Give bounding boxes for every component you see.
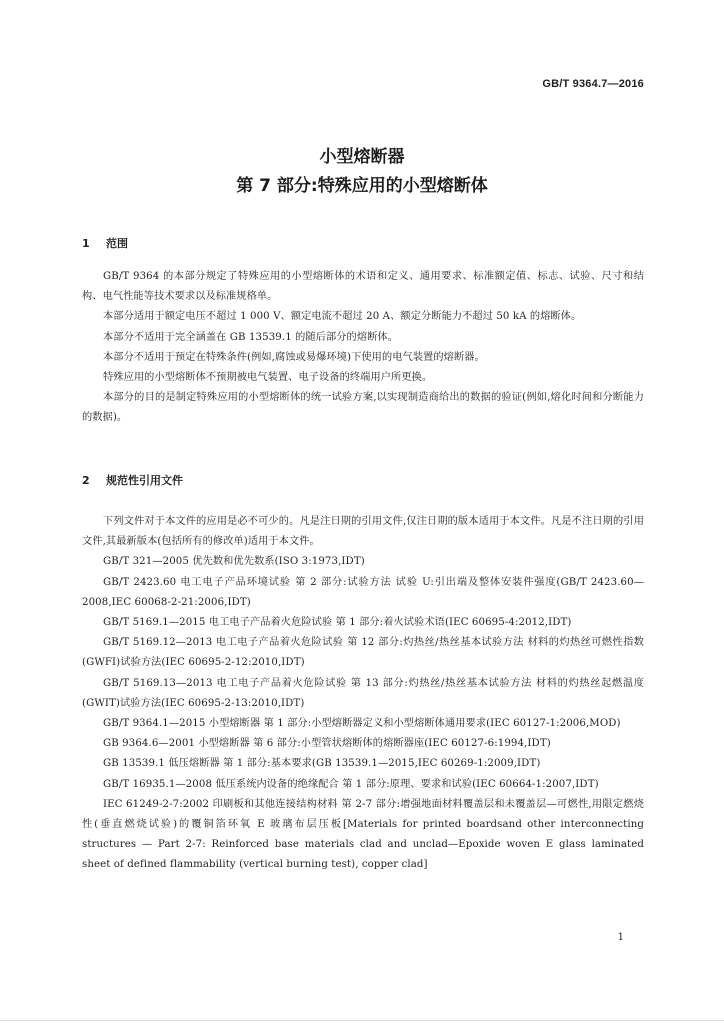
section-number: 1 bbox=[82, 237, 90, 250]
reference-entry: GB/T 9364.1—2015 小型熔断器 第 1 部分:小型熔断器定义和小型熔断体通用要求(IEC 60127-1:2006,MOD) bbox=[103, 718, 621, 730]
paragraph: GB/T 9364 的本部分规定了特殊应用的小型熔断体的术语和定义、通用要求、标准额定值、标志、试验、尺寸和结构、电气性能等技术要求以及标准规格单。 bbox=[82, 271, 644, 303]
reference-entry: GB/T 5169.12—2013 电工电子产品着火危险试验 第 12 部分:灼热丝/热丝基本试验方法 材料的灼热丝可燃性指数(GWFI)试验方法(IEC 60695-2-12:2010,IDT) bbox=[82, 637, 644, 669]
reference-entry: GB 9364.6—2001 小型熔断器 第 6 部分:小型管状熔断体的熔断器座(IEC 60127-6:1994,IDT) bbox=[103, 738, 551, 750]
paragraph: 特殊应用的小型熔断体不预期被电气装置、电子设备的终端用户所更换。 bbox=[103, 372, 433, 384]
normative-references-body bbox=[82, 512, 644, 876]
reference-entry: GB/T 5169.1—2015 电工电子产品着火危险试验 第 1 部分:着火试验术语(IEC 60695-4:2012,IDT) bbox=[103, 617, 572, 629]
section-heading-normative-references bbox=[82, 472, 183, 488]
paragraph: 下列文件对于本文件的应用是必不可少的。凡是注日期的引用文件,仅注日期的版本适用于本文件。凡是不注日期的引用文件,其最新版本(包括所有的修改单)适用于本文件。 bbox=[82, 516, 644, 548]
reference-entry: GB/T 2423.60 电工电子产品环境试验 第 2 部分:试验方法 试验 U:引出端及整体安装件强度(GB/T 2423.60—2008,IEC 60068-2-21:2006,IDT) bbox=[82, 576, 644, 608]
reference-entry: GB/T 16935.1—2008 低压系统内设备的绝缘配合 第 1 部分:原理、要求和试验(IEC 60664-1:2007,IDT) bbox=[103, 778, 599, 790]
standard-code: GB/T 9364.7—2016 bbox=[542, 78, 644, 90]
paragraph: 本部分不适用于完全涵盖在 GB 13539.1 的随后部分的熔断体。 bbox=[103, 331, 398, 343]
section-title: 范围 bbox=[106, 237, 128, 250]
reference-entry: GB/T 5169.13—2013 电工电子产品着火危险试验 第 13 部分:灼热丝/热丝基本试验方法 材料的灼热丝起燃温度(GWIT)试验方法(IEC 60695-2-13:2010,IDT) bbox=[82, 677, 644, 709]
section-heading-scope bbox=[82, 235, 128, 251]
section-number: 2 bbox=[82, 474, 90, 487]
document-subtitle: 第 7 部分:特殊应用的小型熔断体 bbox=[236, 176, 488, 196]
reference-entry: IEC 61249-2-7:2002 印刷板和其他连接结构材料 第 2-7 部分:增强地面材料覆盖层和未覆盖层—可燃性,用限定燃烧性(垂直燃烧试验)的覆铜箔环氧 E 玻璃布层压板[Materials for printed boardsand other interconnecting structures — Part 2-7: Reinforced base materials clad and unclad—Epoxide woven E glass laminated sheet of defined flammability (vertical burning test), copper clad] bbox=[82, 798, 644, 871]
reference-entry: GB 13539.1 低压熔断器 第 1 部分:基本要求(GB 13539.1—2015,IEC 60269-1:2009,IDT) bbox=[103, 758, 541, 770]
scope-section-body bbox=[82, 267, 644, 429]
paragraph: 本部分适用于额定电压不超过 1 000 V、额定电流不超过 20 A、额定分断能力不超过 50 kA 的熔断体。 bbox=[103, 311, 582, 323]
document-title: 小型熔断器 bbox=[319, 147, 405, 167]
paragraph: 本部分不适用于预定在特殊条件(例如,腐蚀或易爆环境)下使用的电气装置的熔断器。 bbox=[103, 351, 485, 363]
section-title: 规范性引用文件 bbox=[106, 474, 183, 487]
paragraph: 本部分的目的是制定特殊应用的小型熔断体的统一试验方案,以实现制造商给出的数据的验证(例如,熔化时间和分断能力的数据)。 bbox=[82, 392, 644, 424]
page-bottom-edge bbox=[0, 1020, 724, 1021]
page-number: 1 bbox=[617, 932, 624, 943]
reference-entry: GB/T 321—2005 优先数和优先数系(ISO 3:1973,IDT) bbox=[103, 556, 365, 568]
